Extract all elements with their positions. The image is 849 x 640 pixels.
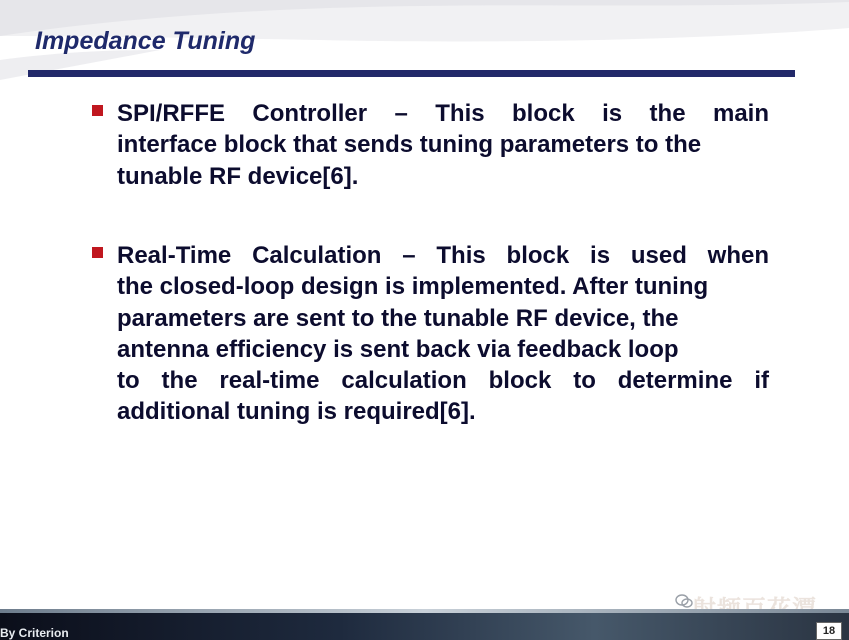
bullet-line: tunable RF device[6]. xyxy=(117,162,359,190)
bullet-line: parameters are sent to the tunable RF device, the xyxy=(117,304,679,332)
bullet-line: the closed-loop design is implemented. After tuning xyxy=(117,273,709,301)
bullet-line: SPI/RFFE Controller – This block is the main xyxy=(117,100,769,127)
bullet-line: interface block that sends tuning parameters to the xyxy=(117,131,702,159)
page-number: 18 xyxy=(816,622,842,640)
bullet-line: antenna efficiency is sent back via feedback loop xyxy=(117,335,679,363)
bullet-real-time-calculation xyxy=(92,240,782,428)
bullet-line: Real-Time Calculation – This block is used when xyxy=(117,242,769,269)
wechat-icon xyxy=(675,592,693,610)
bullet-spi-rffe-controller xyxy=(92,98,782,192)
footer-label: By Criterion xyxy=(0,626,69,640)
title-underline xyxy=(28,70,795,77)
bullet-square-icon xyxy=(92,105,103,116)
bullet-text xyxy=(117,98,769,192)
bullet-line: to the real-time calculation block to determine if xyxy=(117,367,769,395)
bullet-text xyxy=(117,240,769,428)
footer-bar xyxy=(0,613,849,640)
bullet-square-icon xyxy=(92,247,103,258)
bullet-line: additional tuning is required[6]. xyxy=(117,398,476,426)
slide-title: Impedance Tuning xyxy=(35,27,256,55)
